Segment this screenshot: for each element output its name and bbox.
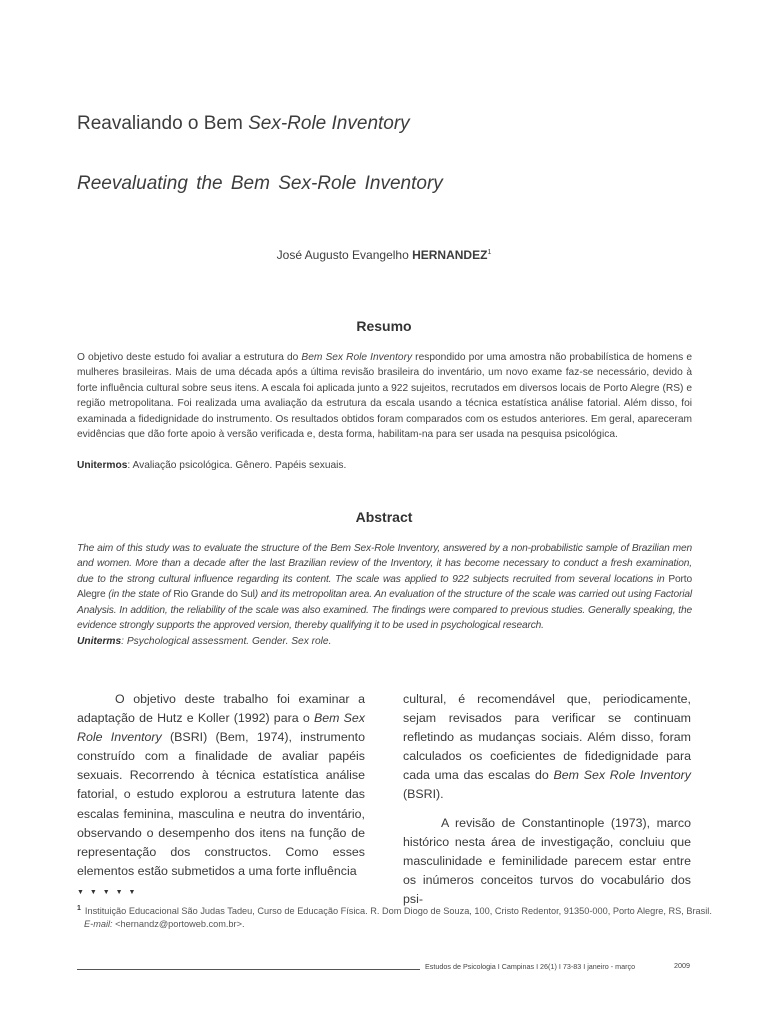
right-text-post: (BSRI). bbox=[403, 787, 444, 802]
body-paragraph bbox=[403, 690, 691, 805]
right-text-pre: cultural, é recomendável que, periodicamente, sejam revisados para verificar se continuam refletindo as mudanças sociais. Além disso, foram calculados os coeficientes de fidedignidade para cada uma das escalas do bbox=[403, 692, 691, 783]
left-text-post: (BSRI) (Bem, 1974), instrumento construído com a finalidade de avaliar papéis sexuais. Recorrendo à técnica estatística análise fatorial, o estudo explorou a estrutura latente das escalas feminina, masculina e neutra do inventário, observando o desempenho dos itens na função de representação dos constructos. Como esses elementos estão submetidos a uma forte influência bbox=[77, 730, 365, 878]
resumo-text-post: respondido por uma amostra não probabilística de homens e mulheres brasileiras. Mais de uma década após a última revisão brasileira do inventário, um novo exame faz-se necessário, devido à forte influência cultural sobre seus itens. A escala foi aplicada junto a 922 sujeitos, recrutados em diversos locais de Porto Alegre (RS) e região metropolitana. Foi realizada uma avaliação da estrutura da escala usando a técnica estatística análise fatorial. Além disso, foi examinada a fidedignidade do instrumento. Os resultados obtidos foram comparados com os estudos anteriores. Em geral, apareceram evidências que dão forte apoio à versão verificada e, desta forma, habilitam-na para ser usada na pesquisa psicológica. bbox=[77, 352, 692, 441]
author-footnote-mark: 1 bbox=[487, 249, 492, 256]
body-paragraph bbox=[77, 690, 365, 881]
resumo-text-pre: O objetivo deste estudo foi avaliar a estrutura do bbox=[77, 352, 302, 363]
body-paragraph: A revisão de Constantinople (1973), marco histórico nesta área de investigação, concluiu que masculinidade e feminilidade parecem estar entre os inúmeros conceitos turvos do vocabulário dos psi- bbox=[403, 815, 691, 906]
abstract-keywords-label: Uniterms bbox=[77, 636, 122, 647]
left-text-italic: Bem Sex Role Inventory bbox=[77, 711, 365, 745]
right-text-italic: Bem Sex Role Inventory bbox=[553, 768, 691, 783]
author-given-name: José Augusto Evangelho bbox=[276, 248, 413, 262]
footnote-affiliation-text: Instituição Educacional São Judas Tadeu, Curso de Educação Física. R. Dom Diogo de Souza, 100, Cristo Redentor, 91350-000, Porto Alegre, RS, Brasil. bbox=[84, 906, 712, 917]
abstract-text-3: ) and its metropolitan area. An evaluation of the structure of the scale was carried out using Factorial Analysis. In addition, the reliability of the scale was also examined. The findings were compared to previous studies. Generally speaking, the evidence strongly supports the approved version, thereby qualifying it to be used in psychological research. bbox=[77, 589, 692, 632]
footnote-number: 1 bbox=[77, 905, 81, 912]
footnote-ornament: ▼ ▼ ▼ ▼ ▼ bbox=[77, 889, 138, 896]
abstract-keywords bbox=[77, 636, 331, 647]
title-pt-plain: Reavaliando o Bem bbox=[77, 113, 249, 134]
article-title-english: Reevaluating the Bem Sex-Role Inventory bbox=[77, 173, 443, 194]
author-surname: HERNANDEZ bbox=[412, 248, 488, 262]
left-text-pre: O objetivo deste trabalho foi examinar a adaptação de Hutz e Koller (1992) para o bbox=[77, 692, 365, 726]
resumo-text-italic: Bem Sex Role Inventory bbox=[301, 352, 413, 363]
footer-rule bbox=[77, 969, 420, 970]
author-line bbox=[0, 248, 768, 262]
journal-citation: Estudos de Psicologia I Campinas I 26(1) I 73-83 I janeiro - março bbox=[425, 962, 636, 971]
resumo-keywords-label: Unitermos bbox=[77, 460, 128, 471]
abstract-text-1: The aim of this study was to evaluate the structure of the Bem Sex-Role Inventory, answered by a non-probabilistic sample of Brazilian men and women. More than a decade after the last Brazilian review of the Inventory, it has become necessary to conduct a fresh examination, due to the strong cultural influence regarding its content. The scale was applied to 922 subjects recruited from several locations in bbox=[77, 543, 692, 585]
journal-year: 2009 bbox=[674, 961, 690, 970]
abstract-text-roman-2: Rio Grande do Sul bbox=[173, 589, 255, 601]
body-column-left bbox=[77, 690, 365, 881]
footnote-email-label: E-mail: bbox=[84, 919, 113, 929]
title-pt-italic: Sex-Role Inventory bbox=[248, 113, 410, 134]
body-column-right bbox=[403, 690, 691, 909]
resumo-heading: Resumo bbox=[356, 318, 412, 334]
abstract-text-2: (in the state of bbox=[105, 589, 174, 601]
abstract-body bbox=[77, 541, 692, 633]
footnote-email bbox=[84, 919, 245, 929]
footnote-email-address: <hernandz@portoweb.com.br>. bbox=[112, 919, 245, 929]
abstract-keywords-text: : Psychological assessment. Gender. Sex role. bbox=[121, 636, 332, 647]
abstract-text-roman-1: Porto Alegre bbox=[77, 573, 692, 601]
abstract-heading: Abstract bbox=[355, 509, 413, 525]
resumo-keywords-text: : Avaliação psicológica. Gênero. Papéis sexuais. bbox=[127, 460, 347, 471]
article-title-portuguese bbox=[77, 113, 410, 135]
resumo-keywords bbox=[77, 460, 346, 471]
resumo-body bbox=[77, 350, 692, 442]
footnote-affiliation bbox=[77, 905, 712, 916]
